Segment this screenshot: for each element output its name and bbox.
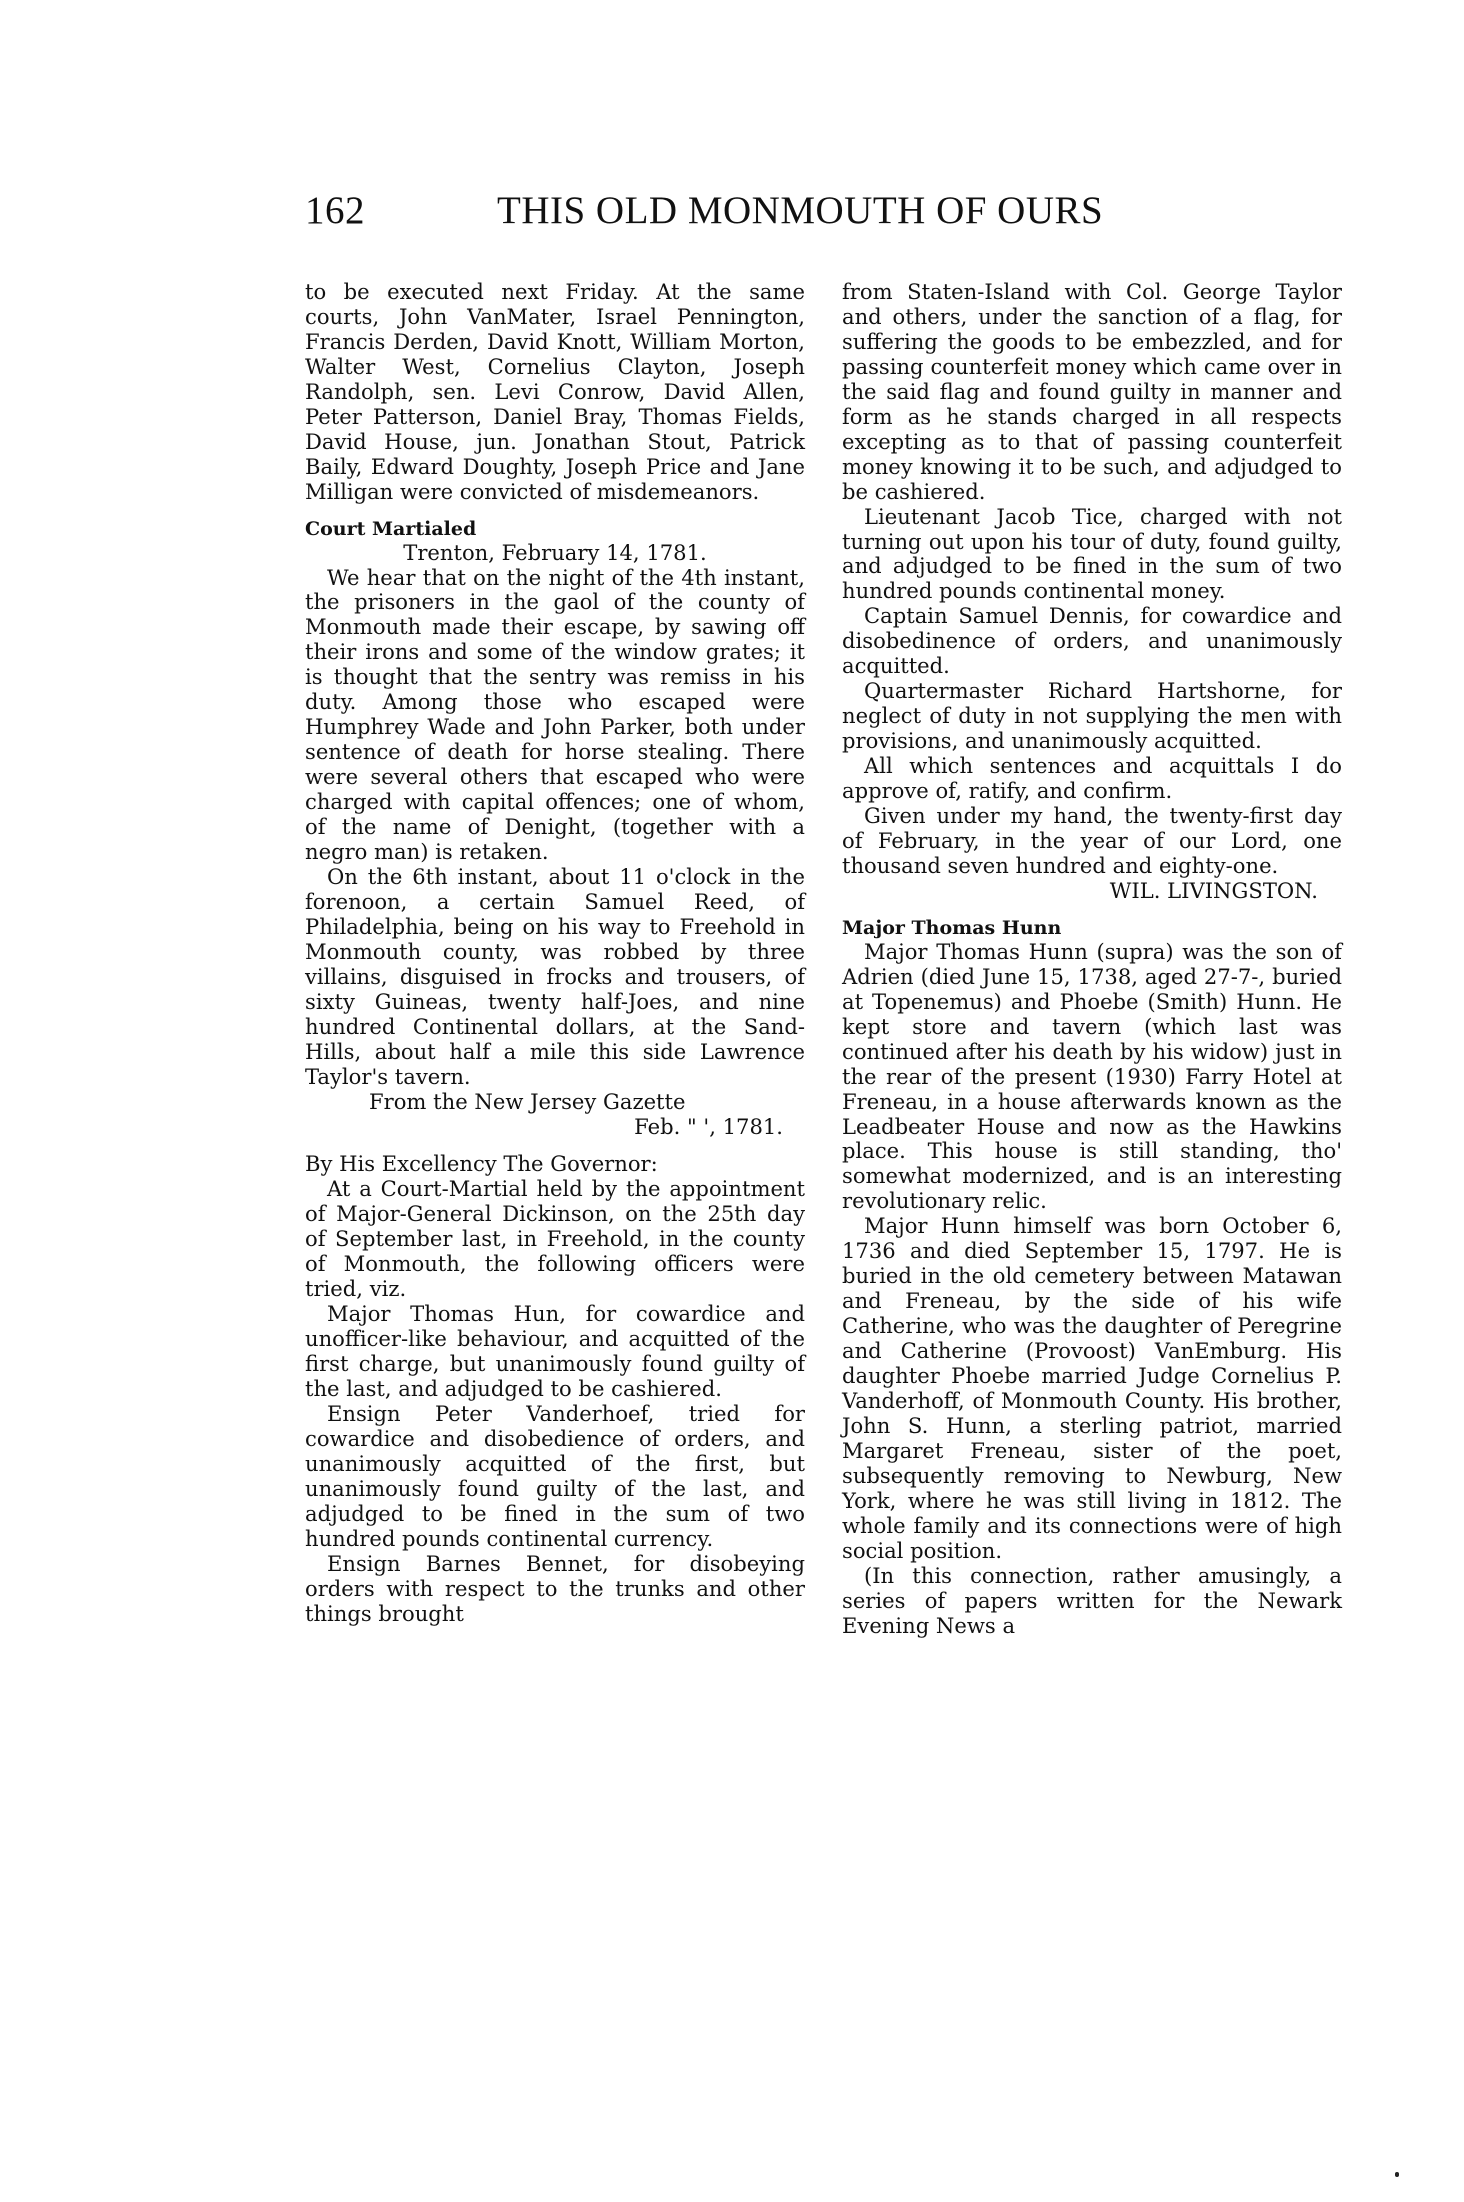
- page-header: [305, 188, 1205, 238]
- paragraph: All which sentences and acquittals I do approve of, ratify, and confirm.: [842, 753, 1342, 804]
- source-line: From the New Jersey Gazette: [369, 1088, 686, 1114]
- paragraph: to be executed next Friday. At the same courts, John VanMater, Israel Pennington, Francis Derden, David Knott, William Morton, Walter West, Cornelius Clayton, Joseph Randolph, sen. Levi Conrow, David Allen, Peter Patterson, Daniel Bray, Thomas Fields, David House, jun. Jonathan Stout, Patrick Baily, Edward Doughty, Joseph Price and Jane Milligan were convicted of misdemeanors.: [305, 279, 805, 504]
- left-column: [305, 280, 805, 1627]
- source-date: Feb. " ', 1781.: [634, 1113, 783, 1139]
- paragraph: We hear that on the night of the 4th instant, the prisoners in the gaol of the county of Monmouth made their escape, by sawing off their irons and some of the window grates; it is thought that the sentry was remiss in his duty. Among those who escaped were Humphrey Wade and John Parker, both under sentence of death for horse stealing. There were several others that escaped who were charged with capital offences; one of whom, of the name of Denight, (together with a negro man) is retaken.: [305, 564, 805, 865]
- scan-speck: [1395, 2172, 1399, 2177]
- section-heading-court-martialed: Court Martialed: [305, 517, 477, 540]
- paragraph: At a Court-Martial held by the appointment of Major-General Dickinson, on the 25th day of September last, in Freehold, in the county of Monmouth, the following officers were tried, viz.: [305, 1176, 805, 1302]
- signature: WIL. LIVINGSTON.: [1109, 877, 1318, 903]
- dateline: Trenton, February 14, 1781.: [403, 539, 707, 565]
- paragraph: Captain Samuel Dennis, for cowardice and disobedinence of orders, and unanimously acquitted.: [842, 603, 1342, 679]
- proclamation-heading: By His Excellency The Governor:: [305, 1151, 658, 1177]
- paragraph: Lieutenant Jacob Tice, charged with not turning out upon his tour of duty, found guilty, and adjudged to be fined in the sum of two hundred pounds continental money.: [842, 503, 1342, 604]
- paragraph: from Staten-Island with Col. George Taylor and others, under the sanction of a flag, for suffering the goods to be embezzled, and for passing counterfeit money which came over in the said flag and found guilty in manner and form as he stands charged in all respects excepting as to that of passing counterfeit money knowing it to be such, and adjudged to be cashiered.: [842, 279, 1342, 504]
- right-column: [842, 280, 1342, 1639]
- paragraph: Given under my hand, the twenty-first day of February, in the year of our Lord, one thousand seven hundred and eighty-one.: [842, 803, 1342, 878]
- paragraph: Ensign Barnes Bennet, for disobeying orders with respect to the trunks and other things brought: [305, 1550, 805, 1626]
- paragraph: Ensign Peter Vanderhoef, tried for cowardice and disobedience of orders, and unanimously acquitted of the first, but unanimously found guilty of the last, and adjudged to be fined in the sum of two hundred pounds continental currency.: [305, 1400, 805, 1551]
- paragraph: On the 6th instant, about 11 o'clock in the forenoon, a certain Samuel Reed, of Philadelphia, being on his way to Freehold in Monmouth county, was robbed by three villains, disguised in frocks and trousers, of sixty Guineas, twenty half-Joes, and nine hundred Continental dollars, at the Sand-Hills, about half a mile this side Lawrence Taylor's tavern.: [305, 863, 805, 1089]
- paragraph: Quartermaster Richard Hartshorne, for neglect of duty in not supplying the men with provisions, and unanimously acquitted.: [842, 678, 1342, 754]
- paragraph: Major Hunn himself was born October 6, 1736 and died September 15, 1797. He is buried in the old cemetery between Matawan and Freneau, by the side of his wife Catherine, who was the daughter of Peregrine and Catherine (Provoost) VanEmburg. His daughter Phoebe married Judge Cornelius P. Vanderhoff, of Monmouth County. His brother, John S. Hunn, a sterling patriot, married Margaret Freneau, sister of the poet, subsequently removing to Newburg, New York, where he was still living in 1812. The whole family and its connections were of high social position.: [842, 1213, 1342, 1563]
- section-heading-major-hunn: Major Thomas Hunn: [842, 916, 1062, 939]
- paragraph: (In this connection, rather amusingly, a series of papers written for the Newark Evening News a: [842, 1562, 1342, 1638]
- paragraph: Major Thomas Hun, for cowardice and unofficer-like behaviour, and acquitted of the first charge, but unanimously found guilty of the last, and adjudged to be cashiered.: [305, 1301, 805, 1402]
- running-title: THIS OLD MONMOUTH OF OURS: [497, 189, 1104, 232]
- paragraph: Major Thomas Hunn (supra) was the son of Adrien (died June 15, 1738, aged 27-7-, buried at Topenemus) and Phoebe (Smith) Hunn. He kept store and tavern (which last was continued after his death by his widow) just in the rear of the present (1930) Farry Hotel at Freneau, in a house afterwards known as the Leadbeater House and now as the Hawkins place. This house is still standing, tho' somewhat modernized, and is an interesting revolutionary relic.: [842, 938, 1342, 1214]
- page-number: 162: [305, 189, 365, 232]
